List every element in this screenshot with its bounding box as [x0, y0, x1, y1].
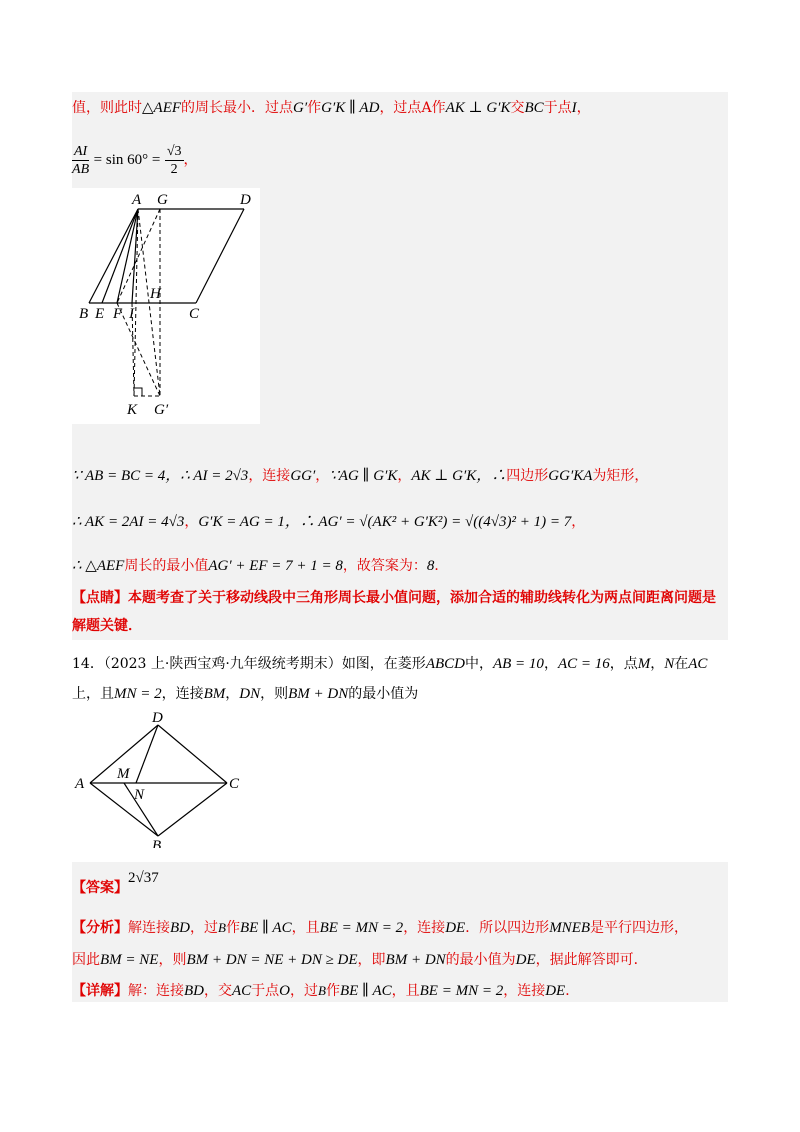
label-d: D [152, 710, 163, 726]
label-h: H [150, 286, 161, 302]
label-k: K [127, 402, 138, 418]
edge-dc [196, 209, 244, 303]
problem-14-line-1: 14．（2023 上·陕西宝鸡·九年级统考期末）如图，在菱形ABCD中，AB = 10，AC = 16，点M，N在AC [72, 656, 708, 672]
solution-line-5: ∴ △AEF周长的最小值AG′ + EF = 7 + 1 = 8，故答案为：8． [72, 558, 449, 574]
figure-rhombus [72, 708, 252, 848]
figure-parallelogram [72, 188, 260, 424]
label-d: D [240, 192, 251, 208]
label-g-prime: G′ [154, 402, 169, 418]
detail-line-1: 【详解】解：连接BD，交AC于点O，过B作BE ∥ AC，且BE = MN = 2，连接DE． [72, 983, 580, 999]
solution-line-4: ∴ AK = 2AI = 4√3，G′K = AG = 1，∴ AG′ = √(AK² + G′K²) = √((4√3)² + 1) = 7， [72, 514, 586, 530]
comment-line-1: 【点睛】本题考查了关于移动线段中三角形周长最小值问题，添加合适的辅助线转化为两点间距离问题是 [72, 590, 716, 606]
analysis-line-2: 因此BM = NE，则BM + DN = NE + DN ≥ DE，即BM + DN的最小值为DE，据此解答即可． [72, 952, 648, 968]
label-b: B [152, 838, 162, 848]
fraction-ai-ab: $\frac{AI}{AB}$ [72, 143, 90, 177]
label-c: C [189, 306, 200, 322]
label-c: C [229, 776, 240, 792]
edge-ba [90, 783, 158, 836]
figure-rhombus-svg [72, 708, 252, 848]
solution-line-2: $\frac{AI}{AB}$ = sin 60° = $\frac{√3}{2}$ ， [72, 143, 198, 177]
right-angle-mark [134, 388, 142, 396]
label-g: G [157, 192, 168, 208]
label-f: F [113, 306, 123, 322]
edge-dc [158, 725, 227, 783]
dash-fg [117, 303, 160, 396]
analysis-line-1: 【分析】解连接BD，过B作BE ∥ AC，且BE = MN = 2，连接DE．所以四边形MNEB是平行四边形， [72, 920, 689, 936]
problem-14-line-2: 上，且MN = 2，连接BM，DN，则BM + DN的最小值为 [72, 686, 419, 702]
label-n: N [134, 787, 145, 803]
label-a: A [75, 776, 85, 792]
edge-cb [158, 783, 227, 836]
answer-line: 【答案】2√37 [72, 870, 159, 896]
edge-ab [89, 209, 138, 303]
label-a: A [132, 192, 142, 208]
label-b: B [79, 306, 89, 322]
solution-line-1: 值，则此时△AEF的周长最小．过点G′作G′K ∥ AD，过点A作AK ⊥ G′K交BC于点I， [72, 100, 591, 116]
label-e: E [95, 306, 105, 322]
label-i: I [129, 306, 134, 322]
label-m: M [117, 766, 130, 782]
solution-line-3: ∵ AB = BC = 4，∴ AI = 2√3，连接GG′，∵AG ∥ G′K，AK ⊥ G′K，∴四边形GG′KA为矩形， [72, 468, 649, 484]
fraction-sqrt3-2: $\frac{√3}{2}$ [166, 143, 182, 177]
comment-line-2: 解题关键． [72, 618, 142, 634]
figure-parallelogram-svg [72, 188, 260, 424]
